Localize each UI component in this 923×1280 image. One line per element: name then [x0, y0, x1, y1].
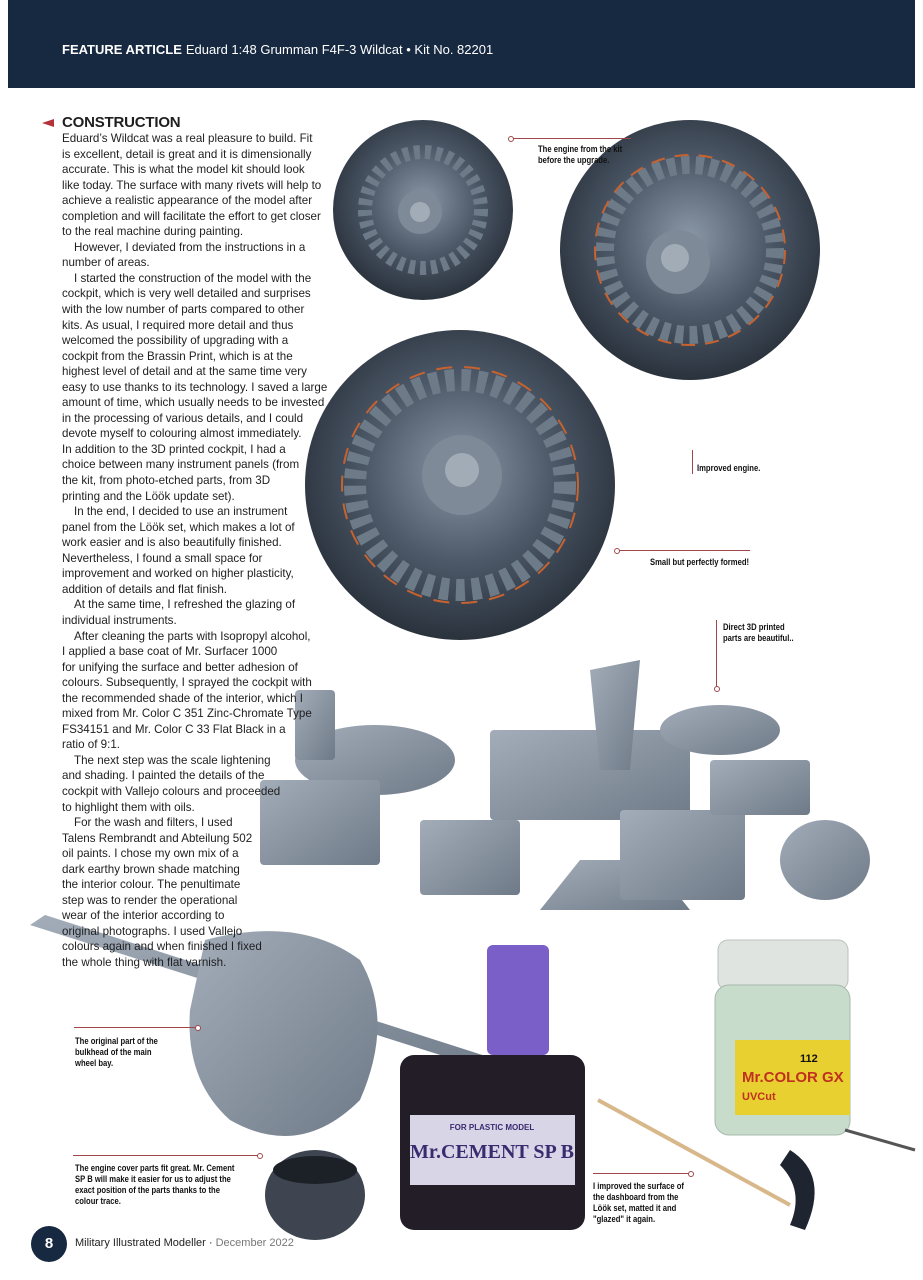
caption-line: wheel bay.	[75, 1058, 114, 1068]
paragraph-line: In the end, I decided to use an instrument	[74, 505, 288, 519]
article-paragraph	[62, 629, 322, 753]
article-paragraph	[62, 504, 322, 597]
paragraph-line: devote myself to colouring almost immediately.	[62, 427, 302, 441]
article-paragraph	[62, 271, 328, 504]
paragraph-line: number of areas.	[62, 256, 150, 270]
caption-engine-cover	[75, 1163, 234, 1207]
caption-leader-line	[692, 450, 693, 474]
paragraph-line: the whole thing with flat varnish.	[62, 955, 227, 969]
cockpit-parts-photo	[260, 660, 870, 910]
paragraph-line: cockpit, which is very well detailed and surprises	[62, 287, 311, 301]
paragraph-line: However, I deviated from the instructions in a	[74, 240, 306, 254]
paragraph-line: colours again and when finished I fixed	[62, 940, 262, 954]
heading-arrow-icon	[42, 119, 54, 127]
section-heading	[62, 114, 322, 131]
caption-leader-line	[74, 1027, 196, 1028]
paragraph-line: easy to use thanks to its technology. I saved a large	[62, 380, 328, 394]
article-paragraph	[62, 240, 322, 271]
paragraph-line: the interior colour. The penultimate	[62, 878, 241, 892]
caption-kit-engine	[538, 144, 622, 166]
paragraph-line: amount of time, which usually needs to be invested	[62, 396, 325, 410]
caption-line: the dashboard from the	[593, 1192, 679, 1202]
caption-pointer-dot	[257, 1153, 263, 1159]
caption-small-formed	[650, 557, 749, 568]
caption-line: colour trace.	[75, 1196, 121, 1206]
paragraph-line: the kit, from photo-etched parts, from 3D	[62, 474, 271, 488]
caption-pointer-dot	[714, 686, 720, 692]
caption-leader-line	[593, 1173, 689, 1174]
color-label-sub: UVCut	[742, 1091, 776, 1103]
paragraph-line: to the real machine during painting.	[62, 225, 244, 239]
paragraph-line: accurate. This is what the model kit should look	[62, 163, 305, 177]
small-engine-photo	[305, 330, 615, 640]
paragraph-line: The next step was the scale lightening	[74, 753, 271, 767]
caption-improved-engine	[697, 463, 760, 474]
paragraph-line: For the wash and filters, I used	[74, 816, 233, 830]
paragraph-line: like today. The surface with many rivets will help to	[62, 178, 322, 192]
paragraph-line: welcomed the possibility of upgrading with a	[62, 334, 289, 348]
paragraph-line: original photographs. I used Vallejo	[62, 924, 243, 938]
paragraph-line: In addition to the 3D printed cockpit, I had a	[62, 442, 286, 456]
issue-date: December 2022	[215, 1237, 294, 1249]
engine-cover-photo	[265, 1150, 365, 1240]
paragraph-line: Eduard’s Wildcat was a real pleasure to build. Fit	[62, 132, 313, 145]
paragraph-line: addition of details and flat finish.	[62, 582, 227, 596]
caption-pointer-dot	[195, 1025, 201, 1031]
caption-leader-line	[619, 550, 750, 551]
caption-line: SP B will make it easier for us to adjust the	[75, 1174, 231, 1184]
mr-cement-bottle-photo	[400, 945, 585, 1230]
paragraph-line: choice between many instrument panels (from	[62, 458, 300, 472]
caption-line: Löök set, matted it and	[593, 1203, 677, 1213]
paragraph-line: step was to render the operational	[62, 893, 238, 907]
paragraph-line: achieve a realistic appearance of the model after	[62, 194, 313, 208]
cement-label: Mr.CEMENT SP B	[410, 1141, 574, 1163]
paragraph-line: ratio of 9:1.	[62, 738, 121, 752]
page-number: 8	[31, 1226, 67, 1262]
paragraph-line: kits. As usual, I required more detail and thus	[62, 318, 294, 332]
caption-line: "glazed" it again.	[593, 1214, 656, 1224]
caption-line: before the upgrade.	[538, 155, 610, 165]
paragraph-line: After cleaning the parts with Isopropyl alcohol,	[74, 629, 311, 643]
heading-text: CONSTRUCTION	[62, 114, 181, 131]
caption-line: exact position of the parts thanks to the	[75, 1185, 220, 1195]
article-paragraph	[62, 753, 322, 815]
caption-bulkhead	[75, 1036, 158, 1069]
caption-line: parts are beautiful..	[723, 633, 794, 643]
mr-color-jar-photo	[715, 940, 850, 1135]
paragraph-line: I applied a base coat of Mr. Surfacer 1000	[62, 645, 278, 659]
paragraph-line: colours. Subsequently, I sprayed the cockpit with	[62, 676, 312, 690]
paragraph-line: is excellent, detail is great and it is dimensionally	[62, 147, 312, 161]
paragraph-line: the recommended shade of the interior, which I	[62, 691, 304, 705]
article-body	[62, 114, 328, 971]
paragraph-line: dark earthy brown shade matching	[62, 862, 240, 876]
paragraph-line: completion and will facilitate the effort to get closer	[62, 209, 321, 223]
paragraph-line: panel from the Löök set, which makes a lot of	[62, 520, 295, 534]
paragraph-line: cockpit with Vallejo colours and proceeded	[62, 784, 281, 798]
paragraph-line: oil paints. I chose my own mix of a	[62, 847, 239, 861]
caption-dashboard	[593, 1181, 684, 1225]
caption-line: Small but perfectly formed!	[650, 557, 750, 567]
paragraph-line: and shading. I painted the details of the	[62, 769, 265, 783]
paragraph-line: At the same time, I refreshed the glazing of	[74, 598, 296, 612]
paragraph-line: printing and the Löök update set).	[62, 489, 235, 503]
paragraph-line: to highlight them with oils.	[62, 800, 195, 814]
paragraph-line: in the processing of various details, and I could	[62, 411, 304, 425]
paragraph-line: highest level of detail and at the same time very	[62, 365, 307, 379]
caption-pointer-dot	[508, 136, 514, 142]
article-paragraph	[62, 597, 322, 628]
paragraph-line: wear of the interior according to	[62, 909, 225, 923]
caption-line: I improved the surface of	[593, 1181, 684, 1191]
caption-line: bulkhead of the main	[75, 1047, 152, 1057]
caption-leader-line	[716, 620, 717, 688]
footer-credit: Military Illustrated Modeller · December 2022	[75, 1237, 294, 1249]
paragraph-line: cockpit from the Brassin Print, which is at the	[62, 349, 293, 363]
paragraph-line: individual instruments.	[62, 613, 177, 627]
magazine-name: Military Illustrated Modeller	[75, 1237, 206, 1249]
caption-line: The original part of the	[75, 1036, 158, 1046]
caption-line: The engine from the kit	[538, 144, 623, 154]
paragraph-line: Talens Rembrandt and Abteilung 502	[62, 831, 253, 845]
article-paragraph	[62, 815, 322, 970]
caption-line: The engine cover parts fit great. Mr. Cement	[75, 1163, 235, 1173]
paragraph-line: FS34151 and Mr. Color C 33 Flat Black in a	[62, 722, 286, 736]
paragraph-line: improvement and worked on higher plasticity,	[62, 567, 294, 581]
color-number: 112	[800, 1053, 818, 1065]
caption-leader-line	[73, 1155, 258, 1156]
caption-pointer-dot	[688, 1171, 694, 1177]
paragraph-line: with the low number of parts compared to other	[62, 303, 305, 317]
section-label: FEATURE ARTICLE	[62, 42, 182, 57]
caption-line: Improved engine.	[697, 463, 761, 473]
caption-leader-line	[513, 138, 631, 139]
article-paragraph	[62, 131, 322, 240]
paragraph-line: I started the construction of the model with the	[74, 271, 312, 285]
article-title: Eduard 1:48 Grumman F4F-3 Wildcat • Kit No. 82201	[185, 42, 494, 57]
caption-printed-parts	[723, 622, 794, 644]
caption-pointer-dot	[614, 548, 620, 554]
paragraph-line: Nevertheless, I found a small space for	[62, 551, 263, 565]
cement-label-sub: FOR PLASTIC MODEL	[449, 1123, 535, 1132]
kit-engine-photo	[333, 120, 513, 300]
color-label: Mr.COLOR GX	[742, 1069, 844, 1086]
paragraph-line: work easier and is also beautifully finished.	[62, 536, 282, 550]
paragraph-line: for unifying the surface and better adhesion of	[62, 660, 298, 674]
caption-line: Direct 3D printed	[723, 622, 785, 632]
paragraph-line: mixed from Mr. Color C 351 Zinc-Chromate Type	[62, 707, 312, 721]
